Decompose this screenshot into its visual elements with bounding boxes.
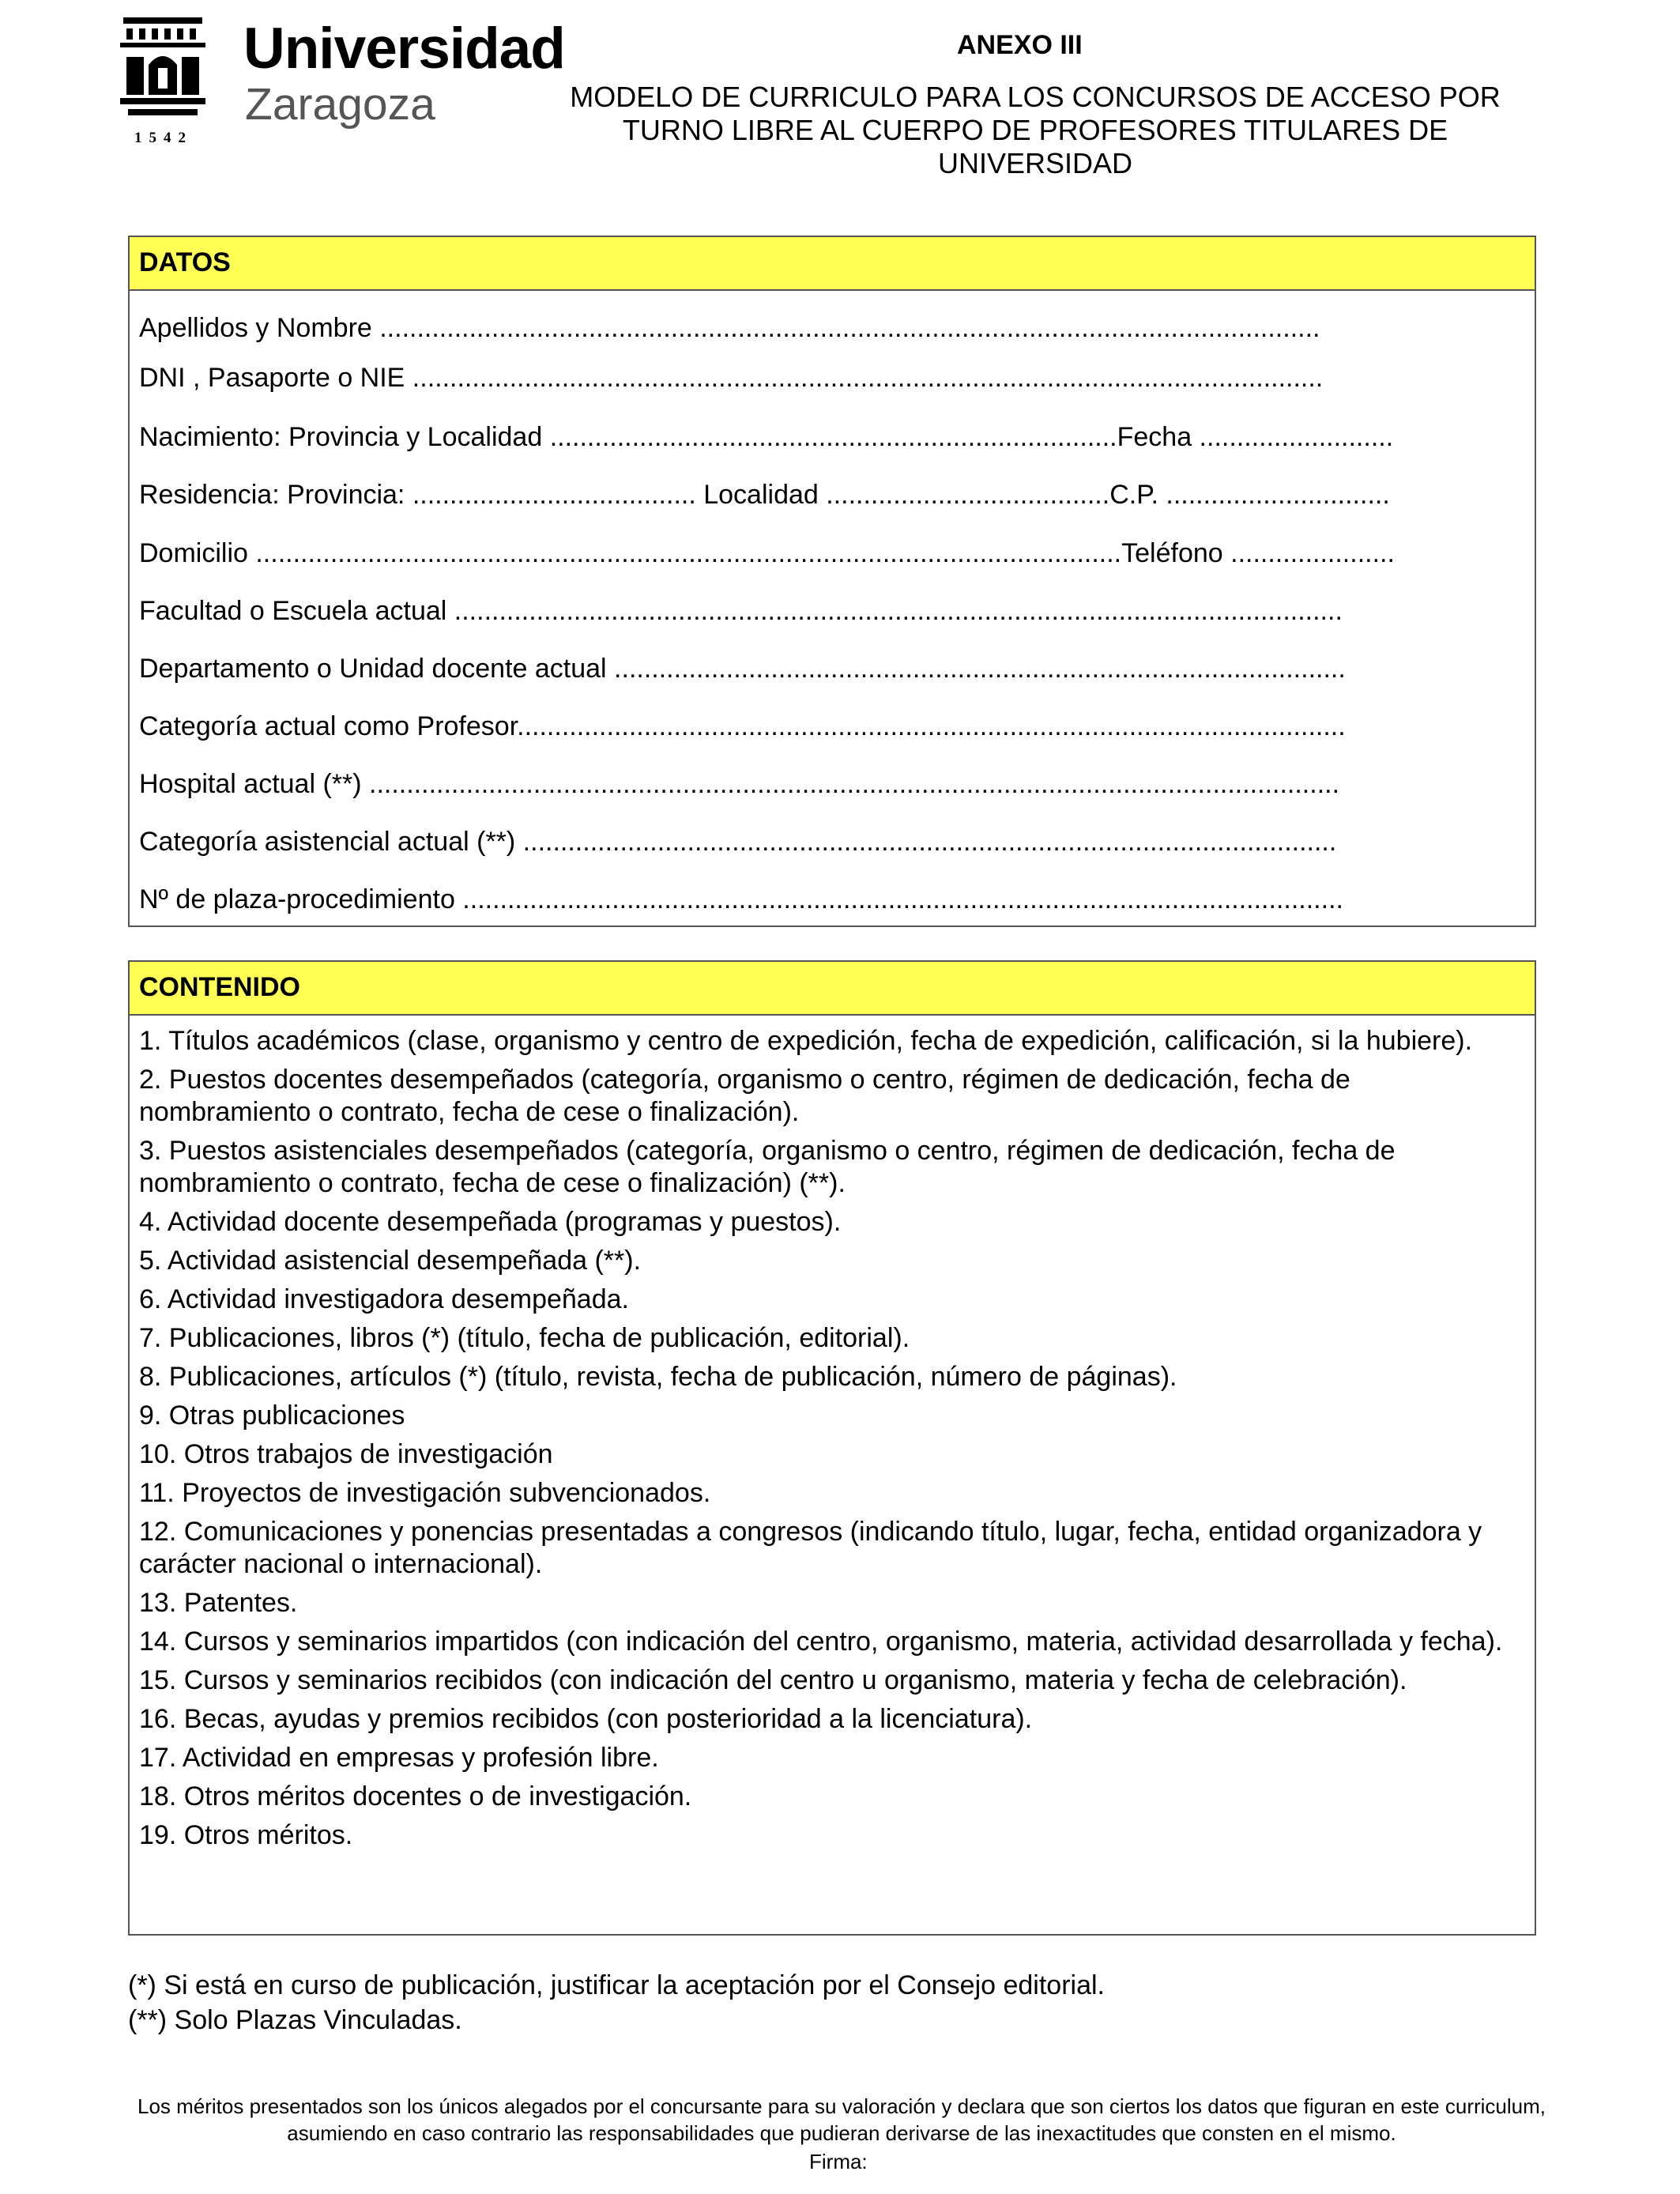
list-item: 17. Actividad en empresas y profesión libre. [139, 1743, 659, 1773]
field-plaza-procedimiento[interactable]: Nº de plaza-procedimiento ...................................................................................................................... [139, 884, 1343, 914]
title-line: UNIVERSIDAD [937, 147, 1133, 179]
list-item: 2. Puestos docentes desempeñados (categoría, organismo o centro, régimen de dedicación, fecha de nombramiento o contrato, fecha de cese o finalización). [139, 1065, 1350, 1127]
field-dni[interactable]: DNI , Pasaporte o NIE .......................................................................................................................... [139, 363, 1324, 393]
field-apellidos-nombre[interactable]: Apellidos y Nombre .............................................................................................................................. [139, 313, 1320, 343]
list-item: 9. Otras publicaciones [139, 1400, 405, 1431]
datos-section [128, 236, 1536, 927]
contenido-section [128, 960, 1536, 1936]
list-item: 4. Actividad docente desempeñada (programas y puestos). [139, 1207, 842, 1237]
contenido-list [139, 1025, 1526, 1858]
list-item: 1. Títulos académicos (clase, organismo y centro de expedición, fecha de expedición, calificación, si la hubiere). [139, 1026, 1473, 1056]
title-line: MODELO DE CURRICULO PARA LOS CONCURSOS DE ACCESO POR [570, 81, 1501, 113]
list-item: 18. Otros méritos docentes o de investigación. [139, 1781, 692, 1811]
datos-header: DATOS [130, 237, 1535, 291]
footnotes [128, 1968, 1105, 2038]
field-departamento[interactable]: Departamento o Unidad docente actual .................................................................................................. [139, 654, 1346, 684]
contenido-header: CONTENIDO [130, 962, 1535, 1016]
field-nacimiento[interactable]: Nacimiento: Provincia y Localidad ............................................................................Fecha .......................... [139, 422, 1394, 452]
annex-label: ANEXO III [957, 30, 1083, 60]
list-item: 14. Cursos y seminarios impartidos (con indicación del centro, organismo, materia, actividad desarrollada y fecha). [139, 1627, 1503, 1657]
list-item: 3. Puestos asistenciales desempeñados (categoría, organismo o centro, régimen de dedicación, fecha de nombramiento o contrato, fecha de cese o finalización) (**). [139, 1136, 1396, 1198]
field-facultad[interactable]: Facultad o Escuela actual ....................................................................................................................... [139, 596, 1343, 626]
university-logo [120, 16, 565, 146]
document-title [553, 81, 1517, 180]
field-residencia[interactable]: Residencia: Provincia: ...................................... Localidad ......................................C.P. .............................. [139, 480, 1390, 510]
list-item: 8. Publicaciones, artículos (*) (título, revista, fecha de publicación, número de páginas). [139, 1362, 1177, 1392]
field-domicilio[interactable]: Domicilio ....................................................................................................................Teléfono ...................... [139, 538, 1395, 568]
list-item: 6. Actividad investigadora desempeñada. [139, 1284, 629, 1314]
signature-label: Firma: [809, 2150, 868, 2173]
list-item: 12. Comunicaciones y ponencias presentadas a congresos (indicando título, lugar, fecha, entidad organizadora y carácter nacional o internacional). [139, 1517, 1482, 1579]
list-item: 5. Actividad asistencial desempeñada (**). [139, 1246, 642, 1276]
field-hospital[interactable]: Hospital actual (**) .................................................................................................................................. [139, 769, 1340, 799]
declaration-text: Los méritos presentados son los únicos alegados por el concursante para su valoración y declara que son ciertos los datos que figuran en este curriculum, asumiendo en caso contrario las responsabilidades que pudieran derivarse de las inexactitudes que consten en el mismo. [137, 2094, 1546, 2145]
field-categoria-profesor[interactable]: Categoría actual como Profesor............................................................................................................... [139, 711, 1346, 741]
list-item: 11. Proyectos de investigación subvencionados. [139, 1478, 711, 1508]
field-categoria-asistencial[interactable]: Categoría asistencial actual (**) ............................................................................................................. [139, 827, 1337, 857]
list-item: 13. Patentes. [139, 1588, 298, 1618]
title-line: TURNO LIBRE AL CUERPO DE PROFESORES TITULARES DE [622, 114, 1448, 146]
list-item: 10. Otros trabajos de investigación [139, 1439, 553, 1469]
university-emblem-icon [120, 16, 205, 123]
footnote: (**) Solo Plazas Vinculadas. [128, 2005, 462, 2035]
list-item: 19. Otros méritos. [139, 1820, 353, 1850]
logo-city-name: Zaragoza [245, 79, 435, 130]
list-item: 16. Becas, ayudas y premios recibidos (con posterioridad a la licenciatura). [139, 1704, 1033, 1734]
list-item: 15. Cursos y seminarios recibidos (con indicación del centro u organismo, materia y fecha de celebración). [139, 1665, 1407, 1695]
logo-university-name: Universidad [243, 17, 565, 81]
list-item: 7. Publicaciones, libros (*) (título, fecha de publicación, editorial). [139, 1323, 910, 1353]
footnote: (*) Si está en curso de publicación, justificar la aceptación por el Consejo editorial. [128, 1970, 1105, 2000]
logo-year: 1542 [134, 130, 193, 146]
